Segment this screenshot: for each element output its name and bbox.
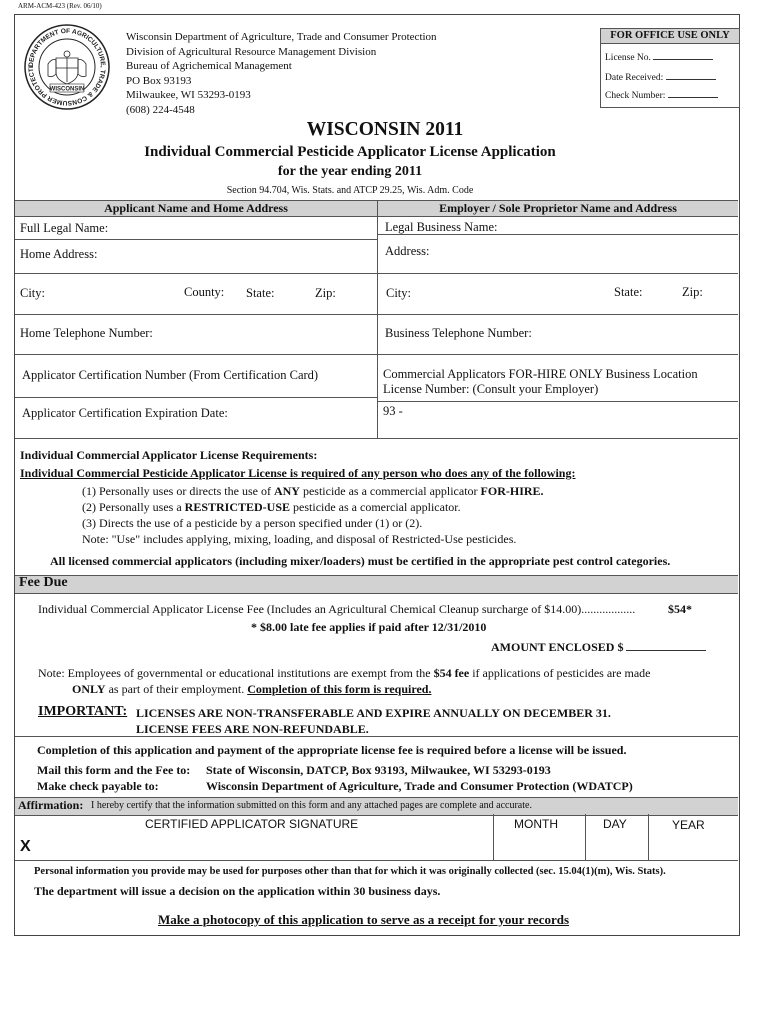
business-city-field[interactable]: City: <box>386 286 412 300</box>
mail-to-address: State of Wisconsin, DATCP, Box 93193, Milwaukee, WI 53293-0193 <box>206 763 551 777</box>
requirements-subheading: Individual Commercial Pesticide Applicator License is required of any person who does any of the following: <box>20 466 576 480</box>
important-line-2: LICENSE FEES ARE NON-REFUNDABLE. <box>136 722 369 736</box>
important-line-1: LICENSES ARE NON-TRANSFERABLE AND EXPIRE ANNUALLY ON DECEMBER 31. <box>136 706 611 720</box>
year-ending: for the year ending 2011 <box>277 164 423 179</box>
page-title: WISCONSIN 2011 <box>306 119 464 140</box>
home-state-field[interactable]: State: <box>246 286 275 300</box>
privacy-notice: Personal information you provide may be used for purposes other than that for which it was originally collected (sec. 15.04(1)(m), Wis. Stats). <box>34 866 666 877</box>
license-no-label: License No. <box>605 53 651 63</box>
agency-line: Wisconsin Department of Agriculture, Trade and Consumer Protection <box>126 31 437 43</box>
agency-line: PO Box 93193 <box>126 74 192 87</box>
seal-bottom-text: WISCONSIN <box>49 86 85 93</box>
home-city-field[interactable]: City: <box>20 286 46 300</box>
payable-to-label: Make check payable to: <box>37 779 159 793</box>
office-use-title: FOR OFFICE USE ONLY <box>601 29 739 44</box>
office-use-box <box>600 28 740 108</box>
for-hire-label-line2: License Number: (Consult your Employer) <box>383 382 599 396</box>
legal-business-name-field[interactable]: Legal Business Name: <box>385 220 498 234</box>
signature-label: CERTIFIED APPLICATOR SIGNATURE <box>145 817 359 831</box>
decision-notice: The department will issue a decision on the application within 30 business days. <box>34 884 441 898</box>
full-legal-name-field[interactable]: Full Legal Name: <box>20 221 109 235</box>
applicant-section-title: Applicant Name and Home Address <box>104 201 288 215</box>
fee-due-title: Fee Due <box>19 575 68 590</box>
amount-enclosed-label: AMOUNT ENCLOSED $ <box>491 640 624 654</box>
photocopy-notice: Make a photocopy of this application to serve as a receipt for your records <box>158 912 570 927</box>
license-fee-amount: $54* <box>668 602 692 616</box>
amount-enclosed-field[interactable] <box>491 640 706 655</box>
business-state-field[interactable]: State: <box>614 285 643 299</box>
business-address-field[interactable]: Address: <box>385 244 430 258</box>
affirmation-label: Affirmation: <box>18 798 84 812</box>
date-received-label: Date Received: <box>605 73 664 83</box>
agency-line: (608) 224-4548 <box>126 103 195 116</box>
fee-section-header <box>15 575 738 594</box>
agency-line: Milwaukee, WI 53293-0193 <box>126 89 251 102</box>
requirement-item-1: (1) Personally uses or directs the use of ANY pesticide as a commercial applicator FOR-HIRE. <box>82 484 544 498</box>
for-hire-label-line1: Commercial Applicators FOR-HIRE ONLY Business Location <box>383 367 698 381</box>
signature-x-mark: X <box>20 838 31 855</box>
seal-outer-text: DEPARTMENT OF AGRICULTURE, TRADE & CONSUMER PROTECTI <box>27 27 107 107</box>
exemption-note-continued: ONLY as part of their employment. Completion of this form is required. <box>72 682 432 696</box>
business-zip-field[interactable]: Zip: <box>682 285 703 299</box>
month-field[interactable] <box>496 832 582 858</box>
check-number-field[interactable] <box>605 91 718 101</box>
license-fee-line: Individual Commercial Applicator License Fee (Includes an Agricultural Chemical Cleanup surcharge of $14.00).................. <box>38 602 636 616</box>
license-no-field[interactable] <box>605 53 713 63</box>
payable-to-value: Wisconsin Department of Agriculture, Trade and Consumer Protection (WDATCP) <box>206 779 633 793</box>
agency-address <box>126 30 437 118</box>
business-license-number-field[interactable]: 93 - <box>383 404 403 418</box>
check-number-label: Check Number: <box>605 91 666 101</box>
business-phone-field[interactable]: Business Telephone Number: <box>385 326 532 340</box>
agency-line: Division of Agricultural Resource Management Division <box>126 45 377 58</box>
requirement-note: Note: "Use" includes applying, mixing, loading, and disposal of Restricted-Use pesticides. <box>82 532 517 546</box>
date-received-field[interactable] <box>605 73 716 83</box>
statute-reference: Section 94.704, Wis. Stats. and ATCP 29.25, Wis. Adm. Code <box>226 185 474 196</box>
certification-requirement: All licensed commercial applicators (including mixer/loaders) must be certified in the appropriate pest control categories. <box>50 554 671 568</box>
agency-line: Bureau of Agrichemical Management <box>126 60 292 73</box>
home-zip-field[interactable]: Zip: <box>315 286 336 300</box>
day-field[interactable] <box>588 832 646 858</box>
important-label: IMPORTANT: <box>38 704 128 719</box>
employer-section-title: Employer / Sole Proprietor Name and Address <box>439 201 677 215</box>
requirement-item-2: (2) Personally uses a RESTRICTED-USE pesticide as a comercial applicator. <box>82 500 461 514</box>
year-label: YEAR <box>672 818 705 832</box>
cert-expiration-field[interactable]: Applicator Certification Expiration Date: <box>22 406 228 420</box>
signature-field[interactable] <box>40 830 480 858</box>
home-address-field[interactable]: Home Address: <box>20 247 98 261</box>
cert-number-field[interactable]: Applicator Certification Number (From Certification Card) <box>22 368 319 382</box>
home-phone-field[interactable]: Home Telephone Number: <box>20 326 153 340</box>
form-code: ARM-ACM-423 (Rev. 06/10) <box>18 2 102 10</box>
late-fee-note: * $8.00 late fee applies if paid after 12/31/2010 <box>251 620 487 634</box>
affirmation-text: I hereby certify that the information submitted on this form and any attached pages are complete and accurate. <box>91 800 532 811</box>
page-subtitle: Individual Commercial Pesticide Applicator License Application <box>144 144 556 160</box>
day-label: DAY <box>603 817 627 831</box>
month-label: MONTH <box>514 817 558 831</box>
state-seal-icon <box>24 24 110 110</box>
completion-statement: Completion of this application and payment of the appropriate license fee is required before a license will be issued. <box>37 743 627 757</box>
mail-to-label: Mail this form and the Fee to: <box>37 763 191 777</box>
requirements-heading: Individual Commercial Applicator License Requirements: <box>20 448 318 462</box>
exemption-note: Note: Employees of governmental or educational institutions are exempt from the $54 fee if applications of pesticides are made <box>38 666 651 680</box>
requirement-item-3: (3) Directs the use of a pesticide by a person specified under (1) or (2). <box>82 516 423 530</box>
county-field[interactable]: County: <box>184 285 225 299</box>
year-field[interactable] <box>651 836 735 858</box>
svg-text:DEPARTMENT OF AGRICULTURE, TRA <box>24 24 106 106</box>
